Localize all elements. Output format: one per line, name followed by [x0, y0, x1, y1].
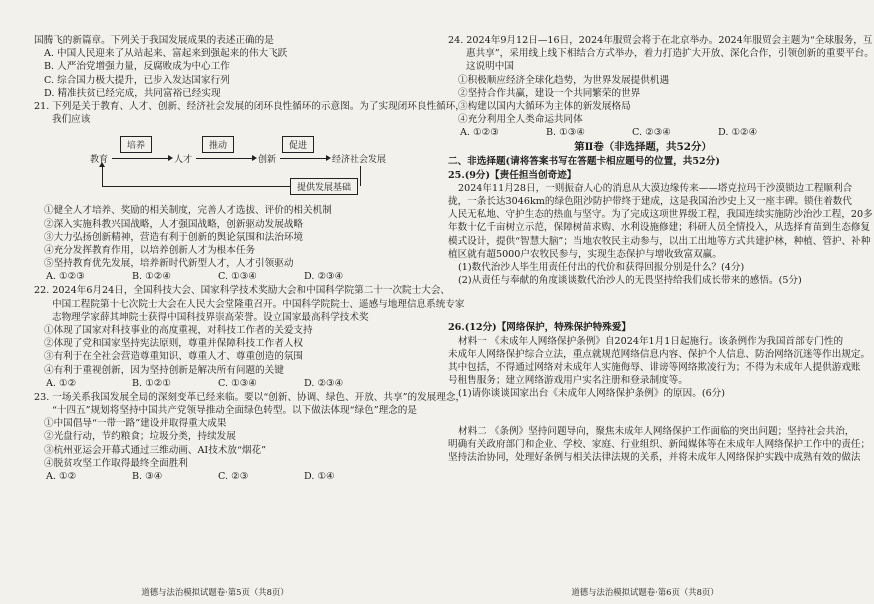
q23-stem-2: “十四五”规划将坚持中国共产党领导推动全面绿色转型。以下做法体现“绿色”理念的是 [52, 405, 417, 417]
q22-stem-1: 22. 2024年6月24日，全国科技大会、国家科学技术奖励大会和中国科学院第二十一次院士大会、 [34, 285, 451, 297]
q22-options [34, 377, 416, 391]
q22-stem-3: 志物理学家薛其坤院士获得中国科技界崇高荣誉。设立国家最高科学技术奖 [52, 311, 369, 323]
q21-opt-b: B. ①②④ [132, 271, 171, 283]
q20-option-b: B. 人严治党增强力量，反腐败成为中心工作 [44, 61, 230, 73]
q23-item-3: ③杭州亚运会开幕式通过三维动画、AI技术放“烟花” [44, 444, 266, 456]
q20-option-c: C. 综合国力极大提升，已步入发达国家行列 [44, 74, 230, 86]
page-footer-left: 道德与法治模拟试题卷·第5页（共8页） [141, 587, 289, 597]
q21-opt-d: D. ②③④ [304, 271, 344, 283]
q21-stem-2: 我们应该 [52, 114, 91, 126]
part2-title: 第Ⅱ卷（非选择题，共52分） [574, 141, 712, 154]
q22-opt-b: B. ①②① [132, 377, 171, 389]
q22-item-1: ①体现了国家对科技事业的高度重视，对科技工作者的关爱支持 [44, 325, 313, 337]
q26-material-1-line-1: 材料一 《未成年人网络保护条例》自2024年1月1日起施行。该条例作为我国首部专门性的 [458, 335, 844, 347]
q25-body-1: 2024年11月28日，一则振奋人心的消息从大漠边缘传来——塔克拉玛干沙漠锁边工程顺利合 [458, 182, 853, 194]
q21-item-3: ③大力弘扬创新精神，营造有利于创新的舆论氛围和法治环境 [44, 231, 304, 243]
q22-opt-d: D. ②③④ [304, 377, 344, 389]
q21-item-2: ②深入实施科教兴国战略，人才强国战略，创新驱动发展战略 [44, 218, 304, 230]
q23-item-4: ④脱贫攻坚工作取得最终全面胜利 [44, 457, 188, 469]
q24-stem-2: 惠共享”，采用线上线下相结合方式举办，着力打造扩大开放、深化合作，引领创新的重要平台。 [466, 48, 874, 60]
q26-heading: 26.(12分)【网络保护，特殊保护特殊爱】 [448, 322, 632, 334]
q26-material-2-line-3: 坚持法治协同，处理好条例与相关法律法规的关系，并将未成年人网络保护实践中成熟有效的做法 [448, 452, 861, 464]
q22-item-4: ④有利于重视创新，因为坚持创新是解决所有问题的关键 [44, 364, 284, 376]
diagram-talent: 人才 [174, 155, 193, 166]
q25-heading: 25.(9分)【责任担当创奇迹】 [448, 169, 577, 181]
q24-stem-3: 这说明中国 [466, 61, 514, 73]
q21-opt-a: A. ①②③ [46, 271, 85, 283]
q21-item-4: ④充分发挥教育作用，以培养创新人才为根本任务 [44, 245, 256, 257]
q22-item-3: ③有利于在全社会营造尊重知识、尊重人才、尊重创造的氛围 [44, 351, 304, 363]
page-6 [430, 0, 874, 604]
diagram-edu: 教育 [90, 155, 109, 166]
q25-body-3: 人民无私地、守护生态的热血与坚守。为了完成这项世界级工程，我国连续实施防沙治沙工程，20多 [448, 209, 873, 221]
q23-options [34, 470, 416, 484]
q21-stem: 21. 下列是关于教育、人才、创新、经济社会发展的闭环良性循环的示意图。为了实现闭环良性循环， [34, 101, 465, 113]
q23-item-1: ①中国倡导“一带一路”建设并取得重大成果 [44, 418, 227, 430]
diagram-innovate: 创新 [258, 155, 277, 166]
q24-options [448, 126, 838, 140]
q26-material-1-line-3: 其中包括，不得通过网络对未成年人实施侮辱、诽谤等网络欺凌行为；不得为未成年人提供游戏账 [448, 362, 861, 374]
q26-material-1-line-2: 未成年人网络保护综合立法，重点就规范网络信息内容、保护个人信息、防治网络沉迷等作出规定。 [448, 348, 871, 360]
page-footer-right: 道德与法治模拟试题卷·第6页（共8页） [571, 587, 719, 597]
q26-material-2-line-2: 明确有关政府部门和企业、学校、家庭、行业组织、新闻媒体等在未成年人网络保护工作中的责任； [448, 438, 871, 450]
q22-stem-2: 中国工程院第十七次院士大会在人民大会堂隆重召开。中国科学院院士、遥感与地理信息系统专家 [52, 298, 465, 310]
q24-item-2: ②坚持合作共赢，建设一个共同繁荣的世界 [458, 87, 641, 99]
q25-body-4: 年数十亿千亩树立示范，保障树苗求购、水利设施修建；科研人员全情投入，从选择育苗到生态修复 [448, 222, 871, 234]
q25-body-5: 模式设计，提供“智慧大脑”；当地农牧民主动参与，以出工出地等方式共建护林，种植、管护、补种 [448, 235, 871, 247]
q26-question-1: (1)请你谈谈国家出台《未成年人网络保护条例》的原因。(6分) [458, 388, 726, 400]
q23-opt-a: A. ①② [46, 471, 77, 483]
part2-heading: 二、非选择题(请将答案书写在答题卡相应题号的位置，共52分) [448, 156, 720, 168]
q24-item-1: ①积极顺应经济全球化趋势，为世界发展提供机遇 [458, 74, 670, 86]
q25-question-1: (1)数代治沙人毕生用责任付出的代价和获得回报分别是什么？(4分) [458, 262, 745, 274]
q22-opt-a: A. ①② [46, 377, 77, 389]
q21-item-5: ⑤坚持教育优先发展，培养新时代新型人才，人才引领驱动 [44, 258, 294, 270]
q21-opt-c: C. ①③④ [218, 271, 257, 283]
diagram-support: 提供发展基础 [290, 178, 358, 195]
q25-question-2: (2)从责任与奉献的角度谈谈数代治沙人的无畏坚持给我们成长带来的感悟。(5分) [458, 275, 802, 287]
q23-stem-1: 23. 一场关系我国发展全局的深刻变革已经来临。要以“创新、协调、绿色、开放、共享”的发展理念， [34, 391, 466, 403]
q24-opt-a: A. ①②③ [460, 127, 499, 139]
q23-opt-c: C. ②③ [218, 471, 249, 483]
q24-stem-1: 24. 2024年9月12日—16日，2024年服贸会将于在北京举办。2024年服贸会主题为“全球服务，互 [448, 35, 873, 46]
q23-opt-d: D. ①④ [304, 471, 335, 483]
q23-opt-b: B. ③④ [132, 471, 163, 483]
q25-body-2: 拢，一条长达3046km的绿色阻沙防护带终于建成，这是我国治沙史上又一座丰碑。锁住着数代 [448, 196, 852, 208]
diagram-cultivate: 培养 [120, 136, 152, 153]
q22-opt-c: C. ①③④ [218, 377, 257, 389]
q26-material-1-line-4: 号租售服务；建立网络游戏用户实名注册和登录制度等。 [448, 375, 688, 387]
q20-stem-end: 国腾飞的新篇章。下列关于我国发展成果的表述正确的是 [34, 35, 274, 46]
q26-material-2-line-1: 材料二 《条例》坚持问题导向，聚焦未成年人网络保护工作面临的突出问题；坚持社会共治， [458, 425, 855, 437]
cycle-diagram [90, 130, 390, 198]
q22-item-2: ②体现了党和国家坚持宪法原则，尊重并保障科技工作者人权 [44, 338, 304, 350]
q24-item-3: ③构建以国内大循环为主体的新发展格局 [458, 101, 631, 113]
q20-option-d: D. 精准扶贫已经完成，共同富裕已经实现 [44, 87, 221, 99]
q24-opt-c: C. ②③④ [632, 127, 671, 139]
diagram-drive: 推动 [202, 136, 234, 153]
q25-body-6: 植区就有超5000户农牧民参与，实现生态保护与增收致富双赢。 [448, 248, 722, 260]
q21-item-1: ①健全人才培养、奖励的相关制度，完善人才选拔、评价的相关机制 [44, 205, 332, 217]
q24-opt-d: D. ①②④ [718, 127, 758, 139]
q21-options [34, 270, 416, 284]
diagram-economy: 经济社会发展 [332, 155, 387, 166]
q20-option-a: A. 中国人民迎来了从站起来、富起来到强起来的伟大飞跃 [44, 48, 288, 60]
q24-item-4: ④充分利用全人类命运共同体 [458, 114, 583, 126]
q23-item-2: ②光盘行动，节约粮食；垃圾分类，持续发展 [44, 431, 236, 443]
diagram-promote: 促进 [282, 136, 314, 153]
q24-opt-b: B. ①③④ [546, 127, 585, 139]
